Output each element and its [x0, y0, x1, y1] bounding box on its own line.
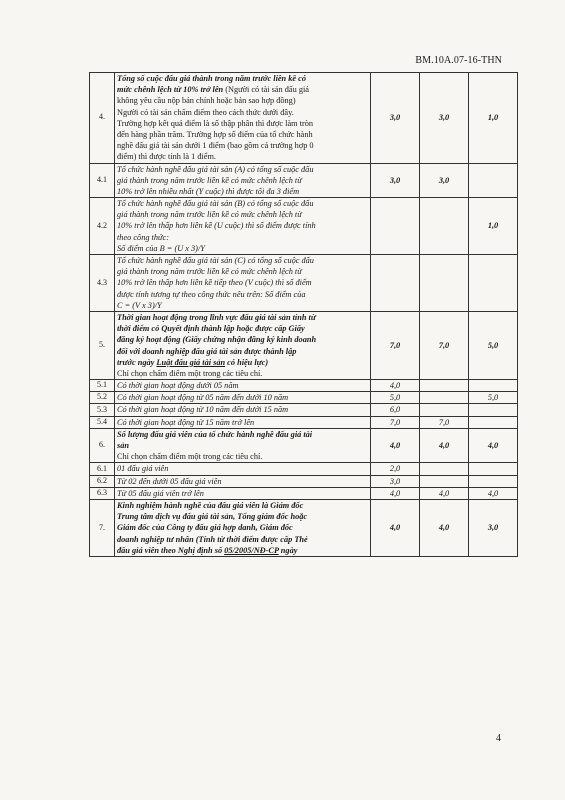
- criterion-text: [115, 499, 371, 556]
- table-row: [90, 475, 518, 487]
- criterion-line: Trung tâm dịch vụ đấu giá tài sản, Tổng giám đốc hoặc: [117, 512, 308, 522]
- criterion-line: giá thành trong năm trước liền kề có mức chênh lệch từ: [117, 175, 302, 185]
- row-index: 6.: [90, 428, 115, 463]
- criterion-text: [115, 255, 371, 312]
- criterion-line: doanh nghiệp tư nhân (Tính từ thời điểm được cấp Thẻ: [117, 534, 308, 544]
- max-score: 4,0: [371, 499, 420, 556]
- criterion-text: [115, 392, 371, 404]
- criterion-text: [115, 163, 371, 198]
- criterion-line: đối với doanh nghiệp đấu giá tài sản được thành lập: [117, 346, 297, 356]
- criterion-line: sản: [117, 441, 129, 450]
- criterion-line: Chỉ chọn chấm điểm một trong các tiêu chí.: [117, 452, 263, 462]
- criterion-line: Tổ chức hành nghề đấu giá tài sản (B) có tổng số cuộc đấu: [117, 199, 314, 209]
- self-score: [420, 463, 469, 475]
- criterion-line: Tổ chức hành nghề đấu giá tài sản (C) có tổng số cuộc đấu: [117, 256, 314, 265]
- criterion-line: Số lượng đấu giá viên của tổ chức hành nghề đấu giá tài: [117, 429, 313, 439]
- criterion-line: Có thời gian hoạt động từ 15 năm trở lên: [117, 417, 255, 427]
- criterion-line: Giám đốc của Công ty đấu giá hợp danh, Giám đốc: [117, 523, 293, 533]
- criterion-text: [115, 475, 371, 487]
- max-score: [371, 198, 420, 255]
- table-row: [90, 198, 518, 255]
- criterion-text: [115, 311, 371, 379]
- row-index: 5.: [90, 311, 115, 379]
- assessed-score: 5,0: [469, 311, 518, 379]
- self-score: [420, 380, 469, 392]
- table-row: [90, 255, 518, 312]
- max-score: 5,0: [371, 392, 420, 404]
- assessed-score: [469, 404, 518, 416]
- max-score: 6,0: [371, 404, 420, 416]
- assessed-score: [469, 255, 518, 312]
- criterion-line: điểm) thì được tính là 1 điểm.: [117, 152, 216, 162]
- max-score: 3,0: [371, 73, 420, 164]
- table-row: [90, 487, 518, 499]
- criterion-line: Kinh nghiệm hành nghề của đấu giá viên là Giám đốc: [117, 500, 304, 510]
- table-row: [90, 73, 518, 164]
- criterion-line: đăng ký hoạt động (Giấy chứng nhận đăng ký kinh doanh: [117, 335, 317, 345]
- row-index: 4.3: [90, 255, 115, 312]
- criterion-line: theo công thức:: [117, 232, 169, 242]
- criterion-line: 10% trở lên thấp hơn liền kề tiếp theo (V cuộc) thì số điểm: [117, 278, 312, 288]
- max-score: 7,0: [371, 311, 420, 379]
- table-row: [90, 463, 518, 475]
- assessed-score: [469, 463, 518, 475]
- criterion-line: Có thời gian hoạt động dưới 05 năm: [117, 381, 239, 391]
- self-score: [420, 392, 469, 404]
- table-row: [90, 404, 518, 416]
- row-index: 6.3: [90, 487, 115, 499]
- criterion-line: mức chênh lệch từ 10% trở lên (Người có tài sản đấu giá: [117, 85, 309, 95]
- table-row: [90, 163, 518, 198]
- criterion-line: Có thời gian hoạt động từ 10 năm đến dưới 15 năm: [117, 405, 289, 415]
- row-index: 5.2: [90, 392, 115, 404]
- criterion-line: Người có tài sản chấm điểm theo cách thức dưới đây.: [117, 107, 294, 117]
- criterion-line: không yêu cầu nộp bản chính hoặc bản sao hợp đồng): [117, 96, 296, 106]
- max-score: 2,0: [371, 463, 420, 475]
- assessed-score: 1,0: [469, 198, 518, 255]
- row-index: 7.: [90, 499, 115, 556]
- assessed-score: 4,0: [469, 428, 518, 463]
- criterion-text: [115, 463, 371, 475]
- criterion-line: Tổng số cuộc đấu giá thành trong năm trước liền kề có: [117, 74, 306, 83]
- assessed-score: [469, 475, 518, 487]
- table-row: [90, 416, 518, 428]
- assessed-score: [469, 163, 518, 198]
- row-index: 4.1: [90, 163, 115, 198]
- criterion-line: Từ 02 đến dưới 05 đấu giá viên: [117, 476, 222, 486]
- row-index: 4.: [90, 73, 115, 164]
- table-row: [90, 499, 518, 556]
- document-code: BM.10A.07-16-THN: [415, 55, 502, 66]
- self-score: [420, 198, 469, 255]
- assessed-score: 5,0: [469, 392, 518, 404]
- self-score: 4,0: [420, 428, 469, 463]
- self-score: [420, 475, 469, 487]
- criterion-line: Từ 05 đấu giá viên trở lên: [117, 488, 204, 498]
- assessed-score: [469, 416, 518, 428]
- criterion-line: Trường hợp kết quả điểm là số thập phân thì được làm tròn: [117, 118, 314, 128]
- assessed-score: 4,0: [469, 487, 518, 499]
- criterion-line: C = (V x 3)/Y: [117, 300, 162, 310]
- table-row: [90, 428, 518, 463]
- self-score: 4,0: [420, 487, 469, 499]
- table-row: [90, 392, 518, 404]
- max-score: 4,0: [371, 487, 420, 499]
- criterion-line: Thời gian hoạt động trong lĩnh vực đấu giá tài sản tính từ: [117, 312, 316, 322]
- self-score: 3,0: [420, 163, 469, 198]
- criterion-text: [115, 73, 371, 164]
- self-score: 4,0: [420, 499, 469, 556]
- criterion-line: Tổ chức hành nghề đấu giá tài sản (A) có tổng số cuộc đấu: [117, 164, 314, 174]
- table-row: [90, 311, 518, 379]
- max-score: 3,0: [371, 475, 420, 487]
- criterion-line: đấu giá viên theo Nghị định số 05/2005/NĐ-CP ngày: [117, 545, 298, 555]
- assessed-score: 1,0: [469, 73, 518, 164]
- criterion-line: trước ngày Luật đấu giá tài sản có hiệu lực): [117, 357, 269, 367]
- row-index: 4.2: [90, 198, 115, 255]
- criterion-line: được tính tương tự theo công thức nêu trên: Số điểm của: [117, 289, 306, 299]
- self-score: 3,0: [420, 73, 469, 164]
- row-index: 5.1: [90, 380, 115, 392]
- criterion-line: Có thời gian hoạt động từ 05 năm đến dưới 10 năm: [117, 393, 289, 403]
- criterion-text: [115, 380, 371, 392]
- row-index: 5.4: [90, 416, 115, 428]
- scoring-table: [89, 72, 518, 557]
- criterion-line: giá thành trong năm trước liền kề có mức chênh lệch từ: [117, 267, 302, 277]
- criterion-line: nghề đấu giá tài sản dưới 1 điểm (bao gồm cả trường hợp 0: [117, 141, 314, 151]
- self-score: 7,0: [420, 311, 469, 379]
- criterion-line: Số điểm của B = (U x 3)/Y: [117, 243, 205, 253]
- assessed-score: [469, 380, 518, 392]
- page-number: 4: [496, 733, 501, 744]
- max-score: 4,0: [371, 428, 420, 463]
- criterion-line: đến hàng phần trăm. Trường hợp số điểm của tổ chức hành: [117, 129, 313, 139]
- self-score: [420, 404, 469, 416]
- criterion-line: thời điểm có Quyết định thành lập hoặc được cấp Giấy: [117, 324, 305, 334]
- max-score: 3,0: [371, 163, 420, 198]
- scoring-table-body: [90, 73, 518, 557]
- criterion-line: 10% trở lên thấp hơn liền kề (U cuộc) thì số điểm được tính: [117, 221, 316, 231]
- criterion-line: giá thành trong năm trước liền kề có mức chênh lệch từ: [117, 210, 302, 220]
- max-score: 7,0: [371, 416, 420, 428]
- criterion-text: [115, 404, 371, 416]
- criterion-text: [115, 198, 371, 255]
- row-index: 6.1: [90, 463, 115, 475]
- self-score: [420, 255, 469, 312]
- criterion-line: Chỉ chọn chấm điểm một trong các tiêu chí.: [117, 368, 263, 378]
- criterion-text: [115, 487, 371, 499]
- self-score: 7,0: [420, 416, 469, 428]
- criterion-line: 01 đấu giá viên: [117, 464, 169, 474]
- criterion-line: 10% trở lên nhiều nhất (Y cuộc) thì được tối đa 3 điểm: [117, 186, 300, 196]
- criterion-text: [115, 416, 371, 428]
- row-index: 5.3: [90, 404, 115, 416]
- max-score: 4,0: [371, 380, 420, 392]
- max-score: [371, 255, 420, 312]
- table-row: [90, 380, 518, 392]
- criterion-text: [115, 428, 371, 463]
- row-index: 6.2: [90, 475, 115, 487]
- assessed-score: 3,0: [469, 499, 518, 556]
